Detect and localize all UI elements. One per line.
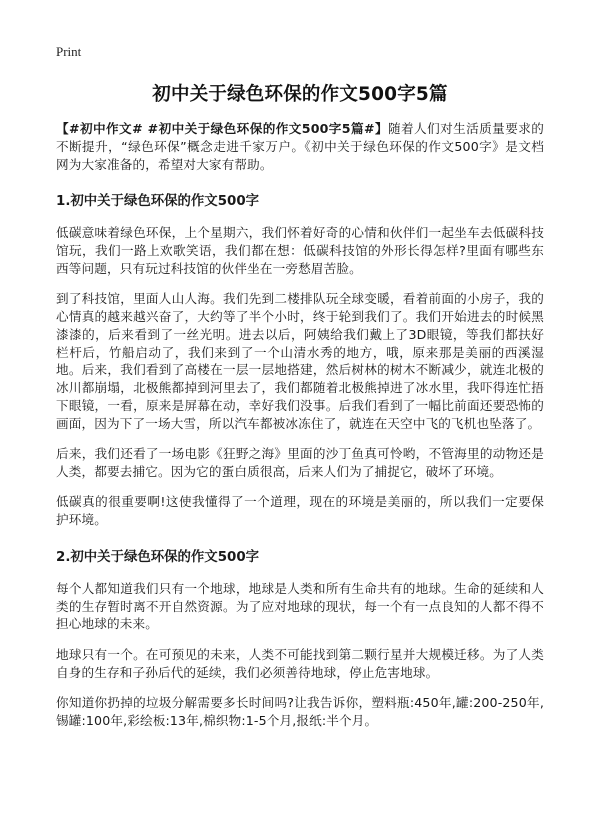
intro-tag: 【#初中作文# #初中关于绿色环保的作文500字5篇#】: [56, 121, 389, 136]
document-body: [56, 120, 544, 742]
section-1-paragraph: 后来，我们还看了一场电影《狂野之海》里面的沙丁鱼真可怜哟，不管海里的动物还是人类，都要去捕它。因为它的蛋白质很高，后来人们为了捕捉它，破坏了环境。: [56, 446, 544, 479]
document-title: 初中关于绿色环保的作文500字5篇: [152, 84, 448, 105]
section-1-paragraph: 到了科技馆，里面人山人海。我们先到二楼排队玩全球变暖，看着前面的小房子，我的心情真的越来越兴奋了，大约等了半个小时，终于轮到我们了。我们开始进去的时候黑漆漆的，后来看到了一丝光明。进去以后，阿姨给我们戴上了3D眼镜，等我们都扶好栏杆后，竹船启动了，我们来到了一个山清水秀的地方，哦，原来那是美丽的西溪湿地。后来，我们看到了高楼在一层一层地搭建，然后树林的树木不断减少，就连北极的冰川都崩塌，北极熊都掉到河里去了，我们都随着北极熊掉进了冰水里，我吓得连忙捂下眼镜，一看，原来是屏幕在动，幸好我们没事。后我们看到了一幅比前面还要恐怖的画面，因为下了一场大雪，所以汽车都被冰冻住了，就连在天空中飞的飞机也坠落了。: [56, 291, 544, 431]
section-2-paragraph: 地球只有一个。在可预见的未来，人类不可能找到第二颗行星并大规模迁移。为了人类自身的生存和子孙后代的延续，我们必须善待地球，停止危害地球。: [56, 646, 544, 680]
section-2-paragraph: 你知道你扔掉的垃圾分解需要多长时间吗?让我告诉你，塑料瓶:450年,罐:200-250年,锡罐:100年,彩绘板:13年,棉织物:1-5个月,报纸:半个月。: [56, 694, 544, 728]
section-heading-2: 2.初中关于绿色环保的作文500字: [56, 549, 260, 565]
intro-text: 随着人们对生活质量要求的不断提升，“绿色环保”概念走进千家万户。《初中关于绿色环保的作文500字》是文档网为大家准备的，希望对大家有帮助。: [56, 121, 544, 172]
section-2-paragraph: 每个人都知道我们只有一个地球，地球是人类和所有生命共有的地球。生命的延续和人类的生存暂时离不开自然资源。为了应对地球的现状，每一个有一点良知的人都不得不担心地球的未来。: [56, 580, 544, 632]
section-1-paragraph: 低碳意味着绿色环保，上个星期六，我们怀着好奇的心情和伙伴们一起坐车去低碳科技馆玩，我们一路上欢歌笑语，我们都在想：低碳科技馆的外形长得怎样?里面有哪些东西等问题，只有玩过科技馆的伙伴坐在一旁愁眉苦脸。: [56, 225, 544, 276]
section-heading-1: 1.初中关于绿色环保的作文500字: [56, 194, 260, 210]
intro-paragraph: [56, 120, 544, 173]
section-1-paragraph: 低碳真的很重要啊!这使我懂得了一个道理，现在的环境是美丽的，所以我们一定要保护环境。: [56, 494, 544, 528]
print-label: Print: [56, 44, 82, 59]
